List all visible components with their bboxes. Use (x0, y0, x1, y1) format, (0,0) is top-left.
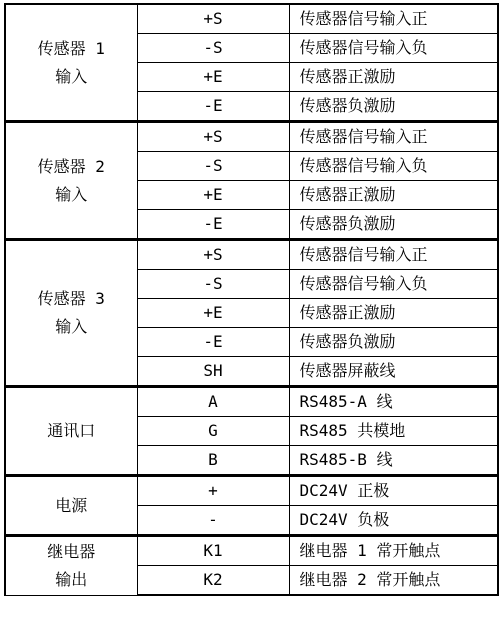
pin-description-cell: RS485 共模地 (289, 417, 498, 446)
pin-name-cell: +E (137, 63, 289, 92)
pin-name-cell: SH (137, 357, 289, 387)
pin-name-cell: -E (137, 328, 289, 357)
pin-name-cell: K1 (137, 536, 289, 566)
pin-name-cell: -E (137, 210, 289, 240)
pin-name-cell: -E (137, 92, 289, 122)
group-label-cell (5, 536, 137, 596)
group-label-line: 传感器 1 (37, 38, 105, 58)
pin-name-cell: A (137, 387, 289, 417)
table-row (5, 387, 498, 417)
pin-description-cell: 传感器信号输入正 (289, 4, 498, 34)
pin-name-cell: +E (137, 299, 289, 328)
pin-description-cell: 传感器信号输入负 (289, 152, 498, 181)
group-label-line: 输入 (55, 66, 88, 86)
pin-description-cell: 传感器信号输入正 (289, 122, 498, 152)
pin-name-cell: -S (137, 152, 289, 181)
pin-name-cell: B (137, 446, 289, 476)
pin-description-cell: RS485-A 线 (289, 387, 498, 417)
pin-name-cell: +E (137, 181, 289, 210)
pin-name-cell: G (137, 417, 289, 446)
pin-description-cell: 传感器正激励 (289, 181, 498, 210)
pin-description-cell: 传感器信号输入负 (289, 34, 498, 63)
pin-name-cell: -S (137, 34, 289, 63)
table-row (5, 476, 498, 506)
pin-name-cell: K2 (137, 566, 289, 596)
pin-name-cell: + (137, 476, 289, 506)
pin-description-cell: 传感器负激励 (289, 92, 498, 122)
pin-description-cell: 传感器正激励 (289, 299, 498, 328)
group-label-line: 传感器 2 (37, 156, 105, 176)
group-label-cell (5, 122, 137, 240)
pin-description-cell: 传感器正激励 (289, 63, 498, 92)
pin-name-cell: +S (137, 122, 289, 152)
group-label-line: 输入 (55, 317, 88, 336)
group-label-cell (5, 240, 137, 387)
group-label-cell (5, 476, 137, 536)
pin-name-cell: +S (137, 4, 289, 34)
terminal-pin-table (4, 3, 499, 596)
pin-name-cell: -S (137, 270, 289, 299)
pin-name-cell: - (137, 506, 289, 536)
pin-description-cell: 传感器屏蔽线 (289, 357, 498, 387)
group-label-line: 输出 (55, 569, 88, 589)
pin-description-cell: DC24V 正极 (289, 476, 498, 506)
pin-description-cell: 传感器负激励 (289, 328, 498, 357)
table-row (5, 240, 498, 270)
table-row (5, 122, 498, 152)
terminal-pin-table-body (5, 4, 498, 595)
group-label-cell (5, 4, 137, 122)
table-row (5, 4, 498, 34)
pin-description-cell: 继电器 1 常开触点 (289, 536, 498, 566)
table-row (5, 536, 498, 566)
group-label-line: 输入 (55, 184, 88, 204)
pin-description-cell: DC24V 负极 (289, 506, 498, 536)
pin-description-cell: 传感器信号输入正 (289, 240, 498, 270)
group-label-line: 传感器 3 (37, 289, 105, 308)
group-label-line: 继电器 (47, 541, 96, 561)
pin-description-cell: RS485-B 线 (289, 446, 498, 476)
group-label-line: 电源 (55, 495, 88, 515)
pin-description-cell: 传感器负激励 (289, 210, 498, 240)
pin-description-cell: 继电器 2 常开触点 (289, 566, 498, 596)
pin-name-cell: +S (137, 240, 289, 270)
pin-description-cell: 传感器信号输入负 (289, 270, 498, 299)
group-label-line: 通讯口 (47, 421, 96, 440)
group-label-cell (5, 387, 137, 476)
